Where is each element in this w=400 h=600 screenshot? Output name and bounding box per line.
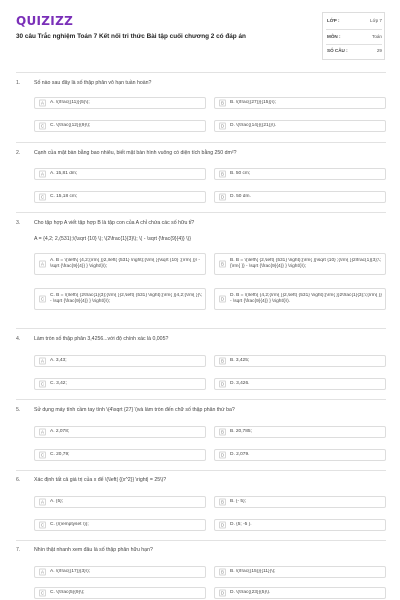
info-value: 29	[376, 48, 382, 53]
question-divider	[16, 540, 386, 541]
option-letter: C	[40, 194, 45, 200]
option-letter: C	[40, 123, 45, 129]
answer-option-c[interactable]	[34, 378, 206, 390]
answer-option-b[interactable]	[214, 496, 386, 508]
question-number: 3.	[16, 220, 21, 226]
question-text: Sử dụng máy tính cầm tay tính \(4\sqrt {27} \)và làm tròn đến chữ số thập phân thứ ba?	[34, 407, 235, 413]
answer-option-a[interactable]	[34, 97, 206, 109]
option-text: D. {5; -5 }.	[230, 522, 252, 527]
page-header	[16, 12, 386, 64]
option-letter: A	[39, 358, 46, 365]
question-text: Xác định tất cả giá trị của x để \(\left| {{x^2}} \right| = 25\)?	[34, 477, 167, 483]
info-label: SỐ CÂU :	[327, 48, 348, 53]
option-text: B. {- 5};	[230, 499, 246, 504]
option-letter: A	[39, 171, 46, 178]
info-value: Toán	[372, 34, 382, 39]
answer-option-b[interactable]	[214, 566, 386, 578]
option-letter: D	[220, 381, 225, 387]
answer-option-d[interactable]	[214, 519, 386, 531]
option-text: C. \(\frac{5}{9}\);	[50, 590, 85, 595]
answer-option-a[interactable]	[34, 566, 206, 578]
option-letter: A	[39, 261, 46, 268]
option-text: B. 3,425;	[230, 358, 250, 363]
info-divider	[326, 44, 382, 45]
option-text: A. B = \(\left\{ {4,2;{\rm{ }}2,\left( {531} \right);{\rm{ }}\sqrt {10} ;{\rm{ }}\ - \sqrt {\frac{9}{4}} } \right\}\);	[50, 258, 200, 269]
answer-option-a[interactable]	[34, 253, 206, 275]
option-text: A. \(\frac{{11}}{5}\);	[50, 100, 90, 105]
answer-option-d[interactable]	[214, 191, 386, 203]
answer-option-d[interactable]	[214, 288, 386, 310]
option-letter: B	[219, 429, 226, 436]
answer-option-c[interactable]	[34, 587, 206, 599]
option-text: B. B = \(\left\{ {2,\left( {531} \right);{\rm{ }}\sqrt {10} ;{\rm{ }}2\frac{1}{3};\;{\rm{ }} - \sqrt {\frac{9}{4}} } \right\}\);	[230, 258, 381, 269]
info-divider	[326, 29, 382, 30]
answer-option-d[interactable]	[214, 587, 386, 599]
option-text: D. B = \(\left\{ {4,2;{\rm{ }}2,\left( {531} \right);{\rm{ }}2\frac{1}{3};\;{\rm{ }} - \sqrt {\frac{9}{4}} } \right\}\).	[230, 293, 382, 304]
option-letter: C	[40, 452, 45, 458]
question-set-definition: A = {4,2; 2,(531);\(\sqrt {10} \); \(2\frac{1}{3}\); \( - \sqrt {\frac{9}{4}} \)}	[34, 236, 192, 242]
option-text: C. \(\frac{{12}}{9}\);	[50, 123, 91, 128]
answer-option-c[interactable]	[34, 449, 206, 461]
option-letter: B	[219, 358, 226, 365]
option-letter: D	[220, 590, 225, 596]
answer-option-c[interactable]	[34, 519, 206, 531]
answer-option-d[interactable]	[214, 449, 386, 461]
question-text: Cho tập hợp A viết tập hợp B là tập con của A chỉ chứa các số hữu tỉ?	[34, 220, 195, 226]
option-letter: B	[219, 261, 226, 268]
answer-option-d[interactable]	[214, 378, 386, 390]
option-text: C. {\(\emptyset \)};	[50, 522, 89, 527]
question-number: 2.	[16, 150, 21, 156]
question-number: 5.	[16, 407, 21, 413]
option-text: B. \(\frac{{27}}{{15}}\);	[230, 100, 276, 105]
option-letter: A	[39, 499, 46, 506]
answer-option-a[interactable]	[34, 426, 206, 438]
info-row-class	[327, 18, 382, 28]
option-letter: A	[39, 429, 46, 436]
answer-option-b[interactable]	[214, 355, 386, 367]
info-label: LỚP :	[327, 18, 340, 23]
answer-option-b[interactable]	[214, 426, 386, 438]
answer-option-a[interactable]	[34, 168, 206, 180]
question-number: 4.	[16, 336, 21, 342]
option-letter: B	[219, 499, 226, 506]
option-letter: B	[219, 171, 226, 178]
option-text: A. \(\frac{{17}}{3}\);	[50, 569, 91, 574]
question-number: 1.	[16, 80, 21, 86]
option-letter: C	[40, 381, 45, 387]
option-letter: A	[39, 100, 46, 107]
option-text: D. 3,426.	[230, 381, 250, 386]
option-text: A. 15,81 dm;	[50, 171, 78, 176]
answer-option-a[interactable]	[34, 355, 206, 367]
option-text: B. \(\frac{{15}}{{11}}\);	[230, 569, 276, 574]
question-text: Cạnh của mặt bàn bằng bao nhiêu, biết mặt bàn hình vuông có diện tích bằng 250 dm²?	[34, 150, 237, 156]
option-text: A. 3,43;	[50, 358, 67, 363]
info-label: MÔN :	[327, 34, 341, 39]
question-divider	[16, 328, 386, 329]
option-letter: C	[40, 522, 45, 528]
option-letter: D	[220, 123, 225, 129]
option-letter: B	[219, 569, 226, 576]
question-number: 7.	[16, 547, 21, 553]
option-letter: C	[40, 296, 45, 302]
question-divider	[16, 470, 386, 471]
answer-option-b[interactable]	[214, 168, 386, 180]
question-number: 6.	[16, 477, 21, 483]
option-text: D. 2,079.	[230, 452, 250, 457]
question-text: Làm tròn số thập phân 3,4256...với độ chính xác là 0,005?	[34, 336, 169, 342]
option-text: C. B = \(\left\{ {2\frac{1}{3};{\rm{ }}2,\left( {531} \right);{\rm{ }}4,2;{\rm{ }}\; - \sqrt {\frac{9}{4}} } \right\}\);	[50, 293, 202, 304]
answer-option-b[interactable]	[214, 253, 386, 275]
option-letter: D	[220, 296, 225, 302]
option-letter: D	[220, 194, 225, 200]
answer-option-c[interactable]	[34, 288, 206, 310]
question-text: Nhìn thật nhanh xem đâu là số thập phân hữu hạn?	[34, 547, 153, 553]
option-text: D. 50 dm.	[230, 194, 251, 199]
option-text: D. \(\frac{{14}}{{21}}\).	[230, 123, 277, 128]
question-divider	[16, 72, 386, 73]
option-text: C. 15,18 cm;	[50, 194, 78, 199]
answer-option-a[interactable]	[34, 496, 206, 508]
option-letter: B	[219, 100, 226, 107]
question-divider	[16, 399, 386, 400]
answer-option-c[interactable]	[34, 120, 206, 132]
option-text: C. 3,42;	[50, 381, 67, 386]
question-text: Số nào sau đây là số thập phân vô hạn tuần hoàn?	[34, 80, 152, 86]
quizizz-logo: QUIZIZZ	[16, 14, 74, 28]
info-row-count	[327, 48, 382, 58]
option-text: B. 20,785;	[230, 429, 252, 434]
question-divider	[16, 142, 386, 143]
document-title: 30 câu Trắc nghiệm Toán 7 Kết nối tri thức Bài tập cuối chương 2 có đáp án	[16, 33, 246, 40]
question-divider	[16, 212, 386, 213]
option-text: A. 2,078;	[50, 429, 70, 434]
option-letter: C	[40, 590, 45, 596]
option-letter: D	[220, 522, 225, 528]
option-letter: A	[39, 569, 46, 576]
option-text: D. \(\frac{{23}}{5}\).	[230, 590, 271, 595]
option-text: B. 50 cm;	[230, 171, 251, 176]
answer-option-c[interactable]	[34, 191, 206, 203]
answer-option-b[interactable]	[214, 97, 386, 109]
answer-option-d[interactable]	[214, 120, 386, 132]
option-letter: D	[220, 452, 225, 458]
info-value: Lớp 7	[370, 18, 382, 23]
info-box	[322, 12, 385, 60]
info-row-subject	[327, 34, 382, 44]
option-text: A. {5};	[50, 499, 64, 504]
option-text: C. 20,79;	[50, 452, 70, 457]
